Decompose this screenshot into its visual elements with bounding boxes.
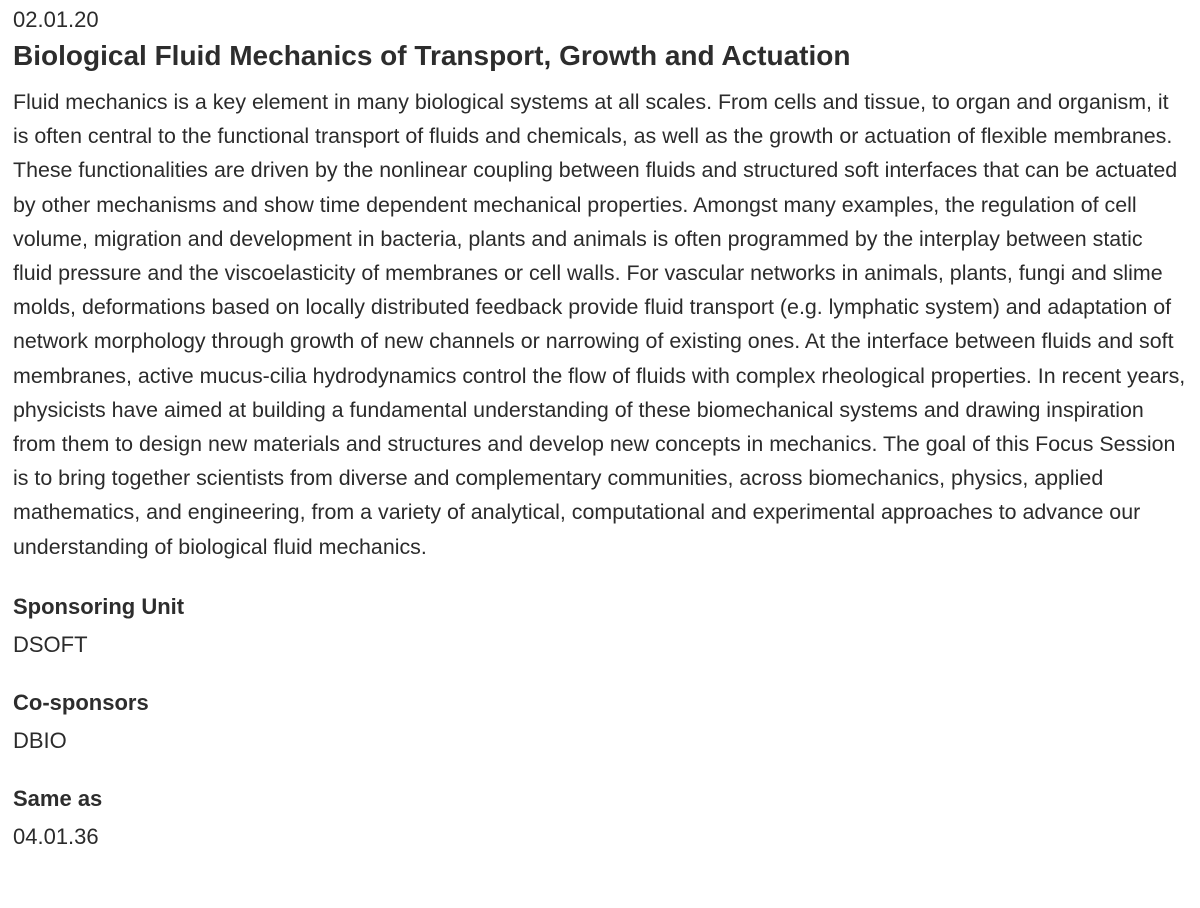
session-code: 02.01.20 bbox=[13, 7, 99, 32]
same-as-label: Same as bbox=[13, 785, 103, 811]
same-as-section bbox=[13, 785, 1186, 851]
sponsoring-unit-section bbox=[13, 593, 1186, 659]
sponsoring-unit-value: DSOFT bbox=[13, 631, 88, 657]
co-sponsors-section bbox=[13, 689, 1186, 755]
sponsoring-unit-label: Sponsoring Unit bbox=[13, 593, 185, 619]
co-sponsors-label: Co-sponsors bbox=[13, 689, 149, 715]
co-sponsors-value: DBIO bbox=[13, 727, 67, 753]
session-title: Biological Fluid Mechanics of Transport, Growth and Actuation bbox=[13, 40, 851, 71]
same-as-value: 04.01.36 bbox=[13, 823, 99, 849]
session-abstract: Fluid mechanics is a key element in many biological systems at all scales. From cells and tissue, to organ and organism, it is often central to the functional transport of fluids and chemicals, as well as the growth or actuation of flexible membranes. These functionalities are driven by the nonlinear coupling between fluids and structured soft interfaces that can be actuated by other mechanisms and show time dependent mechanical properties. Amongst many examples, the regulation of cell volume, migration and development in bacteria, plants and animals is often programmed by the interplay between static fluid pressure and the viscoelasticity of membranes or cell walls. For vascular networks in animals, plants, fungi and slime molds, deformations based on locally distributed feedback provide fluid transport (e.g. lymphatic system) and adaptation of network morphology through growth of new channels or narrowing of existing ones. At the interface between fluids and soft membranes, active mucus-cilia hydrodynamics control the flow of fluids with complex rheological properties. In recent years, physicists have aimed at building a fundamental understanding of these biomechanical systems and drawing inspiration from them to design new materials and structures and develop new concepts in mechanics. The goal of this Focus Session is to bring together scientists from diverse and complementary communities, across biomechanics, physics, applied mathematics, and engineering, from a variety of analytical, computational and experimental approaches to advance our understanding of biological fluid mechanics. bbox=[13, 90, 1186, 559]
